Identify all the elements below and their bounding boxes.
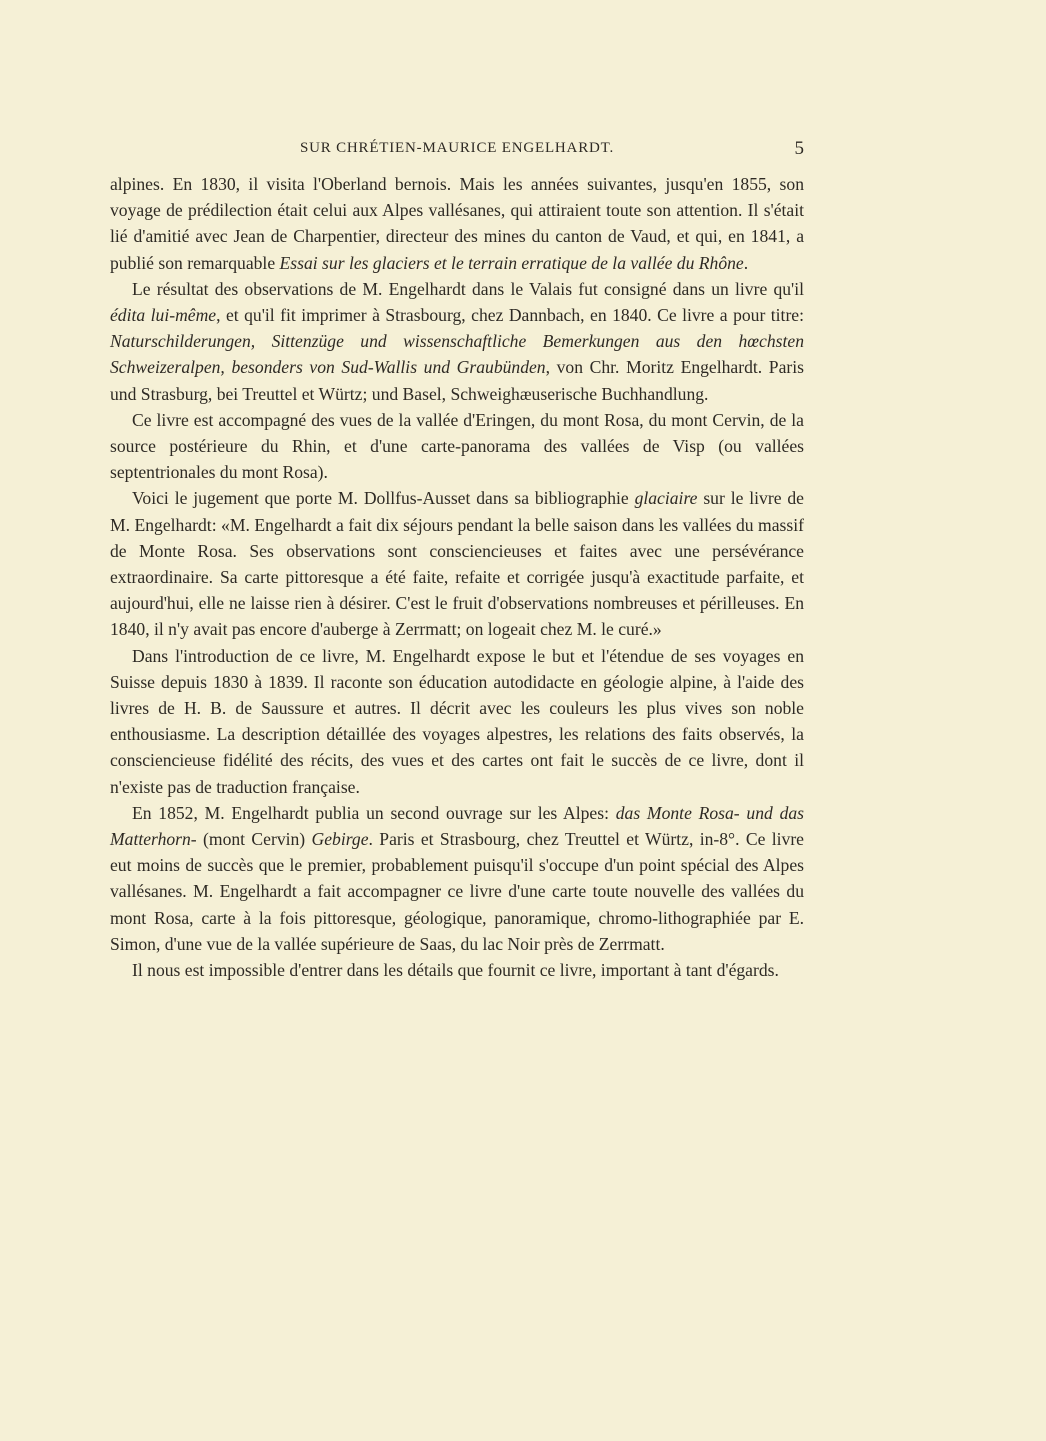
text-run: Dans l'introduction de ce livre, M. Engelhardt expose le but et l'étendue de ses voyages en Suisse depuis 1830 à 1839. Il raconte son éducation autodidacte en géologie alpine, à l'aide des livres de H. B. de Saussure et autres. Il décrit avec les couleurs les plus vives son noble enthousiasme. La description détaillée des voyages alpestres, les relations des faits observés, la consciencieuse fidélité des récits, des vues et des cartes ont fait le succès de ce livre, dont il n'existe pas de traduction française. (110, 645, 804, 797)
text-run: sur le livre de M. Engelhardt: «M. Engelhardt a fait dix séjours pendant la belle saison dans les vallées du massif de Monte Rosa. Ses observations sont consciencieuses et faites avec une persévérance extraordinaire. Sa carte pittoresque a été faite, refaite et corrigée jusqu'à exactitude parfaite, et aujourd'hui, elle ne laisse rien à désirer. C'est le fruit d'observations nombreuses et périlleuses. En 1840, il n'y avait pas encore d'auberge à Zerrmatt; on logeait chez M. le curé.» (110, 488, 804, 640)
text-run: En 1852, M. Engelhardt publia un second ouvrage sur les Alpes: (132, 802, 616, 823)
paragraph (110, 800, 804, 957)
text-run: alpines. En 1830, il visita l'Oberland bernois. Mais les années suivantes, jusqu'en 1855, son voyage de prédilection était celui aux Alpes vallésanes, qui attiraient toute son attention. Il s'était lié d'amitié avec Jean de Charpentier, directeur des mines du canton de Vaud, et qui, en 1841, a publié son remarquable (110, 174, 804, 273)
text-run: Voici le jugement que porte M. Dollfus-Ausset dans sa bibliographie (132, 488, 635, 509)
text-run: Le résultat des observations de M. Engelhardt dans le Valais fut consigné dans un livre qu'il (132, 278, 804, 299)
text-run: , von Chr. Moritz Engelhardt. Paris und Strasburg, bei Treuttel et Würtz; und Basel, Schweighæuserische Buchhandlung. (110, 357, 804, 404)
italic-text: Gebirge (311, 829, 369, 850)
running-title: SUR CHRÉTIEN-MAURICE ENGELHARDT. (299, 140, 615, 156)
italic-text: das Monte Rosa- und das Matterhorn- (110, 802, 805, 850)
paragraph (110, 407, 804, 486)
italic-text: Essai sur les glaciers et le terrain erratique de la vallée du Rhône (279, 252, 744, 273)
running-head (110, 140, 804, 164)
text-run: . Paris et Strasbourg, chez Treuttel et Würtz, in-8°. Ce livre eut moins de succès que le premier, probablement puisqu'il s'occupe d'un point spécial des Alpes vallésanes. M. Engelhardt a fait accompagner ce livre d'une carte toute nouvelle des vallées du mont Rosa, carte à la fois pittoresque, géologique, panoramique, chromo-lithographiée par E. Simon, d'une vue de la vallée supérieure de Saas, du lac Noir près de Zerrmatt. (110, 829, 804, 954)
text-run: (mont Cervin) (196, 829, 312, 850)
body-text (110, 171, 804, 983)
italic-text: Naturschilderungen, Sittenzüge und wissenschaftliche Bemerkungen aus den hœchsten Schweizeralpen, besonders von Sud-Wallis und Graubünden (110, 331, 804, 378)
paragraph (110, 276, 804, 407)
page-number: 5 (794, 138, 804, 159)
italic-text: édita lui-même (110, 305, 217, 326)
text-run: Il nous est impossible d'entrer dans les détails que fournit ce livre, important à tant d'égards. (132, 960, 779, 981)
paragraph (110, 643, 804, 800)
text-run: , et qu'il fit imprimer à Strasbourg, chez Dannbach, en 1840. Ce livre a pour titre: (216, 305, 804, 326)
text-run: . (743, 252, 749, 273)
paragraph (110, 957, 804, 983)
text-run: Ce livre est accompagné des vues de la vallée d'Eringen, du mont Rosa, du mont Cervin, de la source postérieure du Rhin, et d'une carte-panorama des vallées de Visp (ou vallées septentrionales du mont Rosa). (110, 409, 804, 483)
paragraph (110, 171, 804, 276)
paragraph (110, 485, 804, 642)
italic-text: glaciaire (634, 488, 698, 509)
